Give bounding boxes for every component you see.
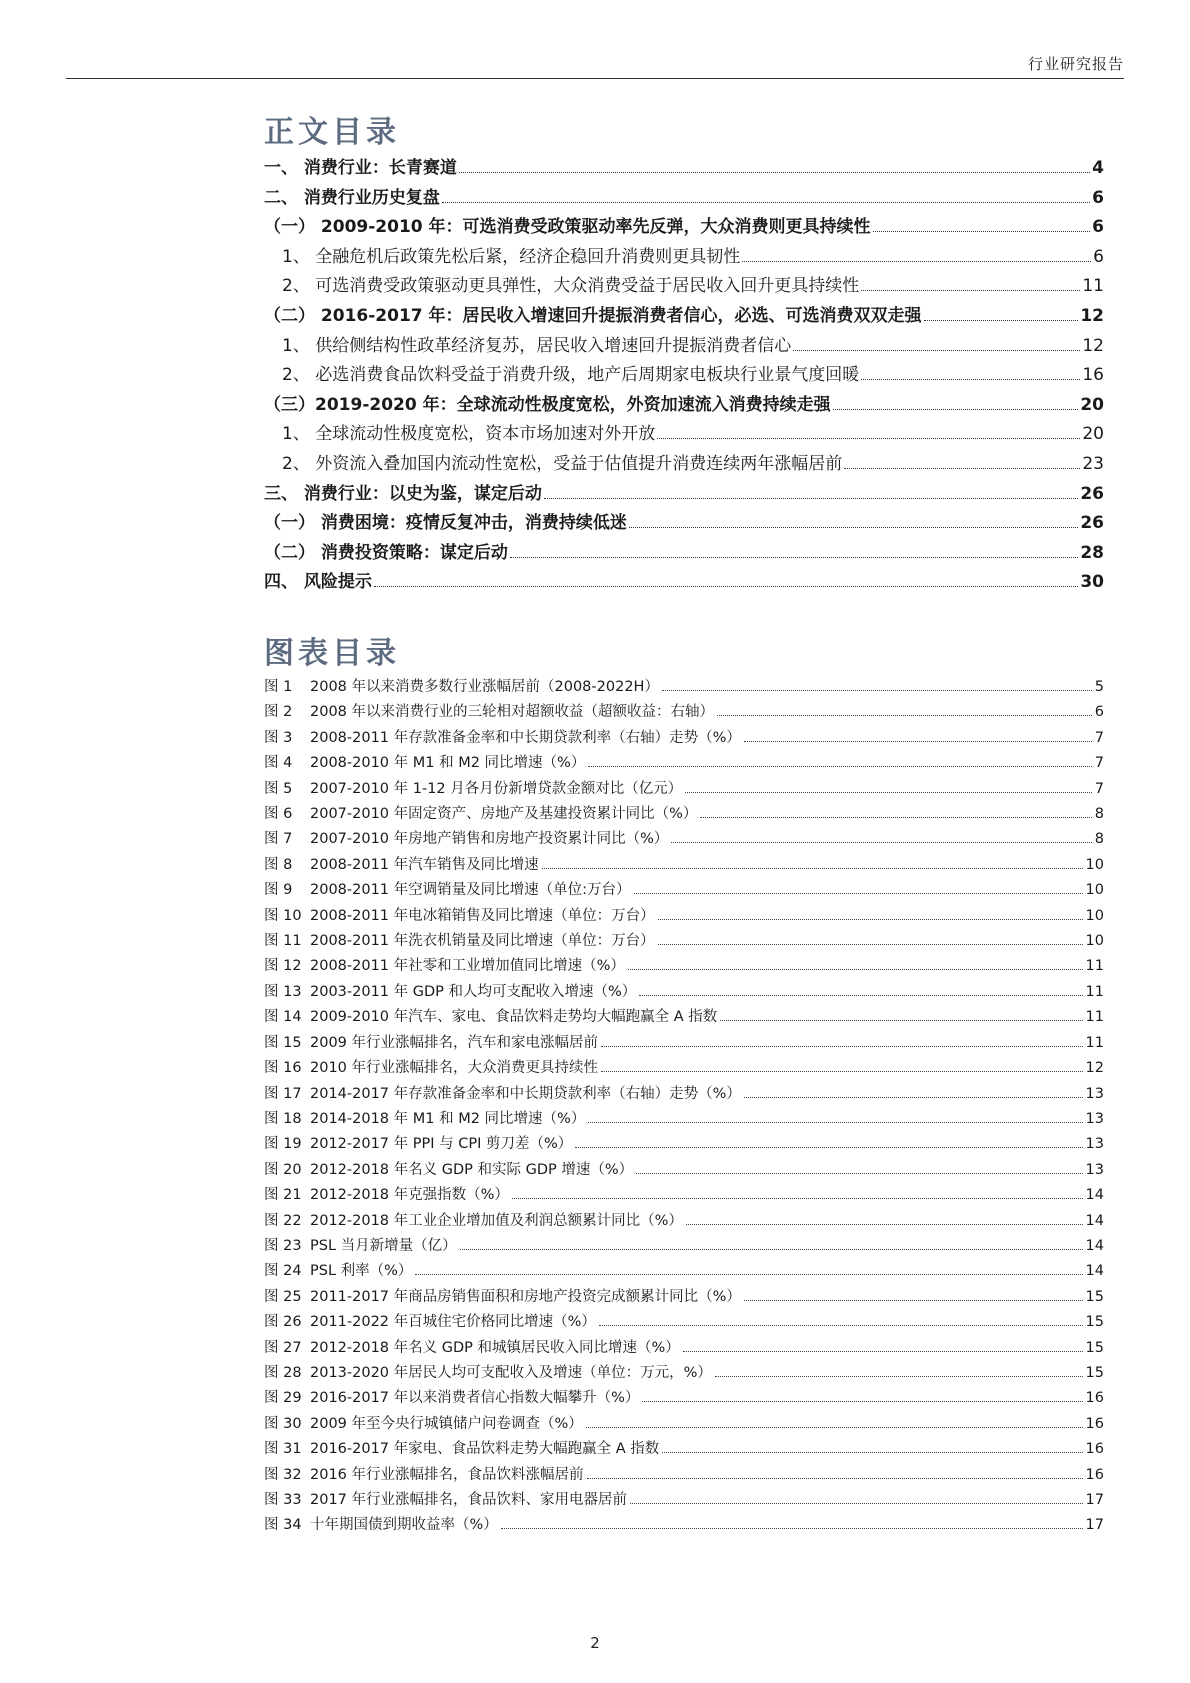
figure-entry-number: 图 29 bbox=[264, 1390, 302, 1407]
figure-entry[interactable] bbox=[264, 1513, 1104, 1538]
figure-entry-title: 2012-2018 年名义 GDP 和实际 GDP 增速（%） bbox=[310, 1161, 634, 1178]
figure-entry-page: 15 bbox=[1085, 1314, 1104, 1331]
dot-leader bbox=[587, 1478, 1083, 1479]
dot-leader bbox=[671, 842, 1091, 843]
toc-entry[interactable] bbox=[264, 302, 1104, 332]
toc-entry[interactable] bbox=[264, 243, 1104, 273]
figure-entry[interactable] bbox=[264, 726, 1104, 751]
figure-entry-page: 16 bbox=[1085, 1441, 1104, 1458]
toc-entry[interactable] bbox=[264, 450, 1104, 480]
dot-leader bbox=[700, 817, 1091, 818]
figure-entry-number: 图 32 bbox=[264, 1466, 302, 1483]
figure-entry-title: 2007-2010 年固定资产、房地产及基建投资累计同比（%） bbox=[310, 806, 698, 823]
figure-entry-page: 17 bbox=[1085, 1492, 1104, 1508]
figure-entry-number: 图 11 bbox=[264, 933, 302, 950]
figure-entry-number: 图 20 bbox=[264, 1161, 302, 1178]
header-divider bbox=[66, 78, 1124, 79]
toc-entry-label: （二） 消费投资策略：谋定后动 bbox=[264, 542, 508, 563]
figure-entry-title: 2008-2010 年 M1 和 M2 同比增速（%） bbox=[310, 755, 586, 772]
dot-leader bbox=[686, 1224, 1083, 1225]
toc-entry[interactable] bbox=[264, 420, 1104, 450]
dot-leader bbox=[658, 919, 1083, 920]
toc-entry-page: 20 bbox=[1080, 394, 1104, 415]
figure-entry-title: 2013-2020 年居民人均可支配收入及增速（单位：万元，%） bbox=[310, 1364, 712, 1381]
figure-entry[interactable] bbox=[264, 1082, 1104, 1107]
figure-entry-number: 图 3 bbox=[264, 729, 293, 746]
toc-entry-page: 12 bbox=[1082, 335, 1104, 356]
dot-leader bbox=[685, 792, 1091, 793]
toc-entry[interactable] bbox=[264, 568, 1104, 598]
figure-entry-title: 2008 年以来消费多数行业涨幅居前（2008-2022H） bbox=[310, 679, 659, 695]
toc-entry[interactable] bbox=[264, 539, 1104, 569]
figure-entry-number: 图 4 bbox=[264, 755, 293, 772]
figure-entry-page: 14 bbox=[1085, 1212, 1104, 1229]
figure-entry[interactable] bbox=[264, 675, 1104, 700]
figure-entry[interactable] bbox=[264, 1132, 1104, 1157]
toc-entry-page: 26 bbox=[1080, 513, 1104, 534]
toc-entry-label: 2、 可选消费受政策驱动更具弹性，大众消费受益于居民收入回升更具持续性 bbox=[282, 276, 860, 297]
figure-entry-page: 13 bbox=[1085, 1110, 1104, 1127]
figure-entry-title: 2007-2010 年 1-12 月各月份新增贷款金额对比（亿元） bbox=[310, 780, 683, 797]
figure-entry[interactable] bbox=[264, 1259, 1104, 1284]
figure-entry-title: 2009 年至今央行城镇储户问卷调查（%） bbox=[310, 1415, 583, 1432]
figure-entry[interactable] bbox=[264, 777, 1104, 802]
toc-entry[interactable] bbox=[264, 332, 1104, 362]
figure-entry-number: 图 5 bbox=[264, 780, 293, 797]
dot-leader bbox=[501, 1528, 1083, 1529]
dot-leader bbox=[628, 969, 1083, 970]
figure-entry-page: 5 bbox=[1094, 679, 1104, 695]
figure-entry[interactable] bbox=[264, 1285, 1104, 1310]
toc-entry-label: 四、 风险提示 bbox=[264, 572, 372, 593]
figure-entry-number: 图 2 bbox=[264, 704, 293, 721]
figure-entry-title: 2016-2017 年以来消费者信心指数大幅攀升（%） bbox=[310, 1390, 640, 1407]
figure-entry-page: 6 bbox=[1094, 704, 1104, 721]
toc-entry-page: 16 bbox=[1082, 365, 1104, 386]
dot-leader bbox=[544, 498, 1078, 499]
dot-leader bbox=[460, 1249, 1083, 1250]
figure-entry-title: 2008-2011 年电冰箱销售及同比增速（单位：万台） bbox=[310, 907, 655, 924]
figure-entry-page: 13 bbox=[1085, 1161, 1104, 1178]
figure-entry-number: 图 27 bbox=[264, 1339, 302, 1356]
toc-entry[interactable] bbox=[264, 361, 1104, 391]
dot-leader bbox=[510, 557, 1078, 558]
figure-entry-number: 图 6 bbox=[264, 806, 293, 823]
figure-entry-page: 10 bbox=[1085, 933, 1104, 950]
dot-leader bbox=[588, 1122, 1082, 1123]
figure-entry[interactable] bbox=[264, 1336, 1104, 1361]
dot-leader bbox=[599, 1325, 1083, 1326]
toc-entry-page: 20 bbox=[1082, 424, 1104, 445]
figure-entry-page: 16 bbox=[1085, 1390, 1104, 1407]
figure-entry-page: 14 bbox=[1085, 1187, 1104, 1204]
dot-leader bbox=[639, 995, 1082, 996]
toc-entry-page: 26 bbox=[1080, 483, 1104, 504]
figure-entry-title: 2009 年行业涨幅排名，汽车和家电涨幅居前 bbox=[310, 1034, 599, 1051]
dot-leader bbox=[833, 409, 1079, 410]
figure-entry-number: 图 24 bbox=[264, 1263, 302, 1280]
figure-entry-page: 16 bbox=[1085, 1466, 1104, 1483]
dot-leader bbox=[873, 231, 1091, 232]
toc-entry-page: 6 bbox=[1092, 217, 1104, 238]
figure-entry-page: 11 bbox=[1085, 1034, 1104, 1051]
figure-entry-number: 图 28 bbox=[264, 1364, 302, 1381]
figure-entry[interactable] bbox=[264, 1488, 1104, 1513]
dot-leader bbox=[744, 741, 1092, 742]
dot-leader bbox=[634, 893, 1083, 894]
dot-leader bbox=[844, 468, 1080, 469]
figure-entry[interactable] bbox=[264, 1386, 1104, 1411]
dot-leader bbox=[374, 586, 1078, 587]
figure-entry[interactable] bbox=[264, 853, 1104, 878]
figure-entry-title: 2008-2011 年社零和工业增加值同比增速（%） bbox=[310, 958, 625, 975]
toc-entry-label: 2、 必选消费食品饮料受益于消费升级，地产后周期家电板块行业景气度回暖 bbox=[282, 365, 860, 386]
dot-leader bbox=[924, 320, 1079, 321]
toc-entry-label: （二） 2016-2017 年：居民收入增速回升提振消费者信心，必选、可选消费双双走强 bbox=[264, 305, 922, 326]
figure-entry[interactable] bbox=[264, 1005, 1104, 1030]
dot-leader bbox=[861, 290, 1080, 291]
toc-entry[interactable] bbox=[264, 272, 1104, 302]
figure-entry-title: 2011-2022 年百城住宅价格同比增速（%） bbox=[310, 1314, 596, 1331]
figure-entry-page: 10 bbox=[1085, 907, 1104, 924]
toc-entry[interactable] bbox=[264, 154, 1104, 184]
figure-entry-number: 图 16 bbox=[264, 1060, 302, 1077]
figure-entry-number: 图 30 bbox=[264, 1415, 302, 1432]
figure-entry-title: 2009-2010 年汽车、家电、食品饮料走势均大幅跑赢全 A 指数 bbox=[310, 1009, 718, 1026]
figure-entry[interactable] bbox=[264, 954, 1104, 979]
figure-entry-page: 17 bbox=[1085, 1517, 1104, 1534]
toc-entry-page: 12 bbox=[1080, 305, 1104, 326]
dot-leader bbox=[512, 1198, 1083, 1199]
figure-list-section bbox=[264, 633, 1104, 1539]
figure-entry-number: 图 9 bbox=[264, 882, 293, 899]
figure-entry[interactable] bbox=[264, 1183, 1104, 1208]
figure-entry[interactable] bbox=[264, 802, 1104, 827]
figure-entry[interactable] bbox=[264, 700, 1104, 725]
toc-entry-label: 一、 消费行业：长青赛道 bbox=[264, 158, 457, 178]
figure-entry-title: 2008-2011 年汽车销售及同比增速 bbox=[310, 856, 539, 873]
figure-entry-number: 图 15 bbox=[264, 1034, 302, 1051]
figure-entry[interactable] bbox=[264, 1158, 1104, 1183]
dot-leader bbox=[720, 1020, 1082, 1021]
figure-entry-number: 图 12 bbox=[264, 958, 302, 975]
figure-entry-page: 10 bbox=[1085, 856, 1104, 873]
figure-entry-title: 2017 年行业涨幅排名，食品饮料、家用电器居前 bbox=[310, 1492, 628, 1508]
figure-entry[interactable] bbox=[264, 1361, 1104, 1386]
figure-entry[interactable] bbox=[264, 1463, 1104, 1488]
figure-entry-title: 2016 年行业涨幅排名，食品饮料涨幅居前 bbox=[310, 1466, 584, 1483]
figure-entry-page: 12 bbox=[1085, 1060, 1104, 1077]
figure-entry-title: 2011-2017 年商品房销售面积和房地产投资完成额累计同比（%） bbox=[310, 1288, 741, 1305]
dot-leader bbox=[715, 1376, 1083, 1377]
dot-leader bbox=[793, 350, 1080, 351]
figure-entry-title: 2008 年以来消费行业的三轮相对超额收益（超额收益：右轴） bbox=[310, 704, 715, 721]
dot-leader bbox=[861, 379, 1080, 380]
figure-entry-page: 10 bbox=[1085, 882, 1104, 899]
dot-leader bbox=[658, 944, 1083, 945]
dot-leader bbox=[717, 715, 1092, 716]
figure-entry-title: 2007-2010 年房地产销售和房地产投资累计同比（%） bbox=[310, 831, 669, 848]
dot-leader bbox=[630, 1503, 1083, 1504]
figure-entry[interactable] bbox=[264, 904, 1104, 929]
figure-entry-title: 2014-2017 年存款准备金率和中长期贷款利率（右轴）走势（%） bbox=[310, 1085, 741, 1102]
figure-entry-number: 图 19 bbox=[264, 1136, 302, 1153]
figure-entry-title: 2010 年行业涨幅排名，大众消费更具持续性 bbox=[310, 1060, 599, 1077]
dot-leader bbox=[588, 766, 1091, 767]
figure-entry-number: 图 10 bbox=[264, 907, 302, 924]
dot-leader bbox=[629, 527, 1078, 528]
dot-leader bbox=[636, 1173, 1082, 1174]
toc-list bbox=[264, 154, 1104, 598]
page-number: 2 bbox=[590, 1634, 600, 1652]
figure-entry-number: 图 1 bbox=[264, 679, 293, 695]
dot-leader bbox=[683, 1351, 1083, 1352]
dot-leader bbox=[642, 1401, 1082, 1402]
figure-entry-title: PSL 当月新增量（亿） bbox=[310, 1237, 457, 1254]
toc-entry-page: 6 bbox=[1092, 187, 1104, 208]
toc-entry[interactable] bbox=[264, 509, 1104, 539]
figure-entry-page: 11 bbox=[1085, 983, 1104, 1000]
figure-entry-page: 16 bbox=[1085, 1415, 1104, 1432]
figure-entry[interactable] bbox=[264, 1209, 1104, 1234]
toc-entry[interactable] bbox=[264, 391, 1104, 421]
toc-entry-page: 28 bbox=[1080, 542, 1104, 563]
toc-entry-label: （一） 2009-2010 年：可选消费受政策驱动率先反弹，大众消费则更具持续性 bbox=[264, 217, 871, 238]
figure-entry[interactable] bbox=[264, 751, 1104, 776]
toc-entry-page: 11 bbox=[1082, 276, 1104, 297]
figure-entry-number: 图 18 bbox=[264, 1110, 302, 1127]
toc-entry[interactable] bbox=[264, 213, 1104, 243]
figure-entry-number: 图 17 bbox=[264, 1085, 302, 1102]
figure-entry-title: 2008-2011 年洗衣机销量及同比增速（单位：万台） bbox=[310, 933, 655, 950]
figure-entry[interactable] bbox=[264, 980, 1104, 1005]
figure-entry-number: 图 33 bbox=[264, 1492, 302, 1508]
figure-entry-page: 13 bbox=[1085, 1136, 1104, 1153]
figure-list bbox=[264, 675, 1104, 1539]
figure-entry-page: 14 bbox=[1085, 1237, 1104, 1254]
toc-entry-label: 1、 供给侧结构性政革经济复苏，居民收入增速回升提振消费者信心 bbox=[282, 335, 792, 356]
toc-entry-label: 1、 全球流动性极度宽松，资本市场加速对外开放 bbox=[282, 424, 656, 445]
dot-leader bbox=[742, 261, 1091, 262]
figure-entry-title: PSL 利率（%） bbox=[310, 1263, 413, 1280]
figure-entry-title: 2012-2018 年克强指数（%） bbox=[310, 1187, 509, 1204]
dot-leader bbox=[601, 1071, 1083, 1072]
figure-entry-page: 15 bbox=[1085, 1339, 1104, 1356]
dot-leader bbox=[442, 202, 1090, 203]
figure-list-title: 图表目录 bbox=[264, 636, 400, 671]
figure-entry[interactable] bbox=[264, 1412, 1104, 1437]
toc-entry[interactable] bbox=[264, 184, 1104, 214]
toc-entry-page: 30 bbox=[1080, 572, 1104, 593]
toc-entry-label: （一） 消费困境：疫情反复冲击，消费持续低迷 bbox=[264, 513, 627, 534]
figure-entry[interactable] bbox=[264, 1437, 1104, 1462]
toc-entry-page: 6 bbox=[1093, 246, 1104, 267]
figure-entry-title: 2012-2017 年 PPI 与 CPI 剪刀差（%） bbox=[310, 1136, 573, 1153]
dot-leader bbox=[744, 1097, 1083, 1098]
figure-entry-number: 图 14 bbox=[264, 1009, 302, 1026]
figure-entry[interactable] bbox=[264, 1031, 1104, 1056]
toc-section bbox=[264, 112, 1104, 598]
dot-leader bbox=[415, 1274, 1082, 1275]
toc-entry-label: 2、 外资流入叠加国内流动性宽松，受益于估值提升消费连续两年涨幅居前 bbox=[282, 453, 843, 474]
figure-entry-page: 7 bbox=[1094, 755, 1104, 772]
figure-entry-number: 图 26 bbox=[264, 1314, 302, 1331]
figure-entry[interactable] bbox=[264, 1056, 1104, 1081]
figure-entry-number: 图 23 bbox=[264, 1237, 302, 1254]
figure-entry-number: 图 8 bbox=[264, 856, 293, 873]
figure-entry[interactable] bbox=[264, 1107, 1104, 1132]
toc-title: 正文目录 bbox=[264, 115, 400, 150]
figure-entry-title: 十年期国债到期收益率（%） bbox=[310, 1517, 498, 1534]
figure-entry-page: 8 bbox=[1094, 806, 1104, 823]
figure-entry-page: 13 bbox=[1085, 1085, 1104, 1102]
toc-entry-label: （三）2019-2020 年：全球流动性极度宽松，外资加速流入消费持续走强 bbox=[264, 394, 831, 415]
dot-leader bbox=[575, 1147, 1082, 1148]
dot-leader bbox=[662, 1452, 1082, 1453]
figure-entry-title: 2008-2011 年存款准备金率和中长期贷款利率（右轴）走势（%） bbox=[310, 729, 741, 746]
figure-entry-page: 7 bbox=[1094, 780, 1104, 797]
figure-entry[interactable] bbox=[264, 1234, 1104, 1259]
toc-entry-label: 三、 消费行业：以史为鉴，谋定后动 bbox=[264, 483, 542, 504]
dot-leader bbox=[662, 690, 1092, 691]
dot-leader bbox=[542, 868, 1083, 869]
figure-entry-title: 2003-2011 年 GDP 和人均可支配收入增速（%） bbox=[310, 983, 637, 1000]
figure-entry-title: 2012-2018 年工业企业增加值及利润总额累计同比（%） bbox=[310, 1212, 683, 1229]
figure-entry-title: 2008-2011 年空调销量及同比增速（单位:万台） bbox=[310, 882, 631, 899]
dot-leader bbox=[744, 1300, 1083, 1301]
figure-entry-page: 11 bbox=[1085, 1009, 1104, 1026]
figure-entry-number: 图 25 bbox=[264, 1288, 302, 1305]
figure-entry-title: 2016-2017 年家电、食品饮料走势大幅跑赢全 A 指数 bbox=[310, 1441, 660, 1458]
dot-leader bbox=[459, 172, 1090, 173]
figure-entry-number: 图 7 bbox=[264, 831, 293, 848]
figure-entry-number: 图 13 bbox=[264, 983, 302, 1000]
figure-entry-number: 图 21 bbox=[264, 1187, 302, 1204]
figure-entry-page: 11 bbox=[1085, 958, 1104, 975]
toc-entry-page: 4 bbox=[1092, 158, 1104, 178]
dot-leader bbox=[657, 438, 1080, 439]
dot-leader bbox=[586, 1427, 1083, 1428]
dot-leader bbox=[601, 1046, 1083, 1047]
toc-entry[interactable] bbox=[264, 480, 1104, 510]
figure-entry-number: 图 22 bbox=[264, 1212, 302, 1229]
figure-entry-number: 图 31 bbox=[264, 1441, 302, 1458]
figure-entry-page: 15 bbox=[1085, 1288, 1104, 1305]
figure-entry[interactable] bbox=[264, 827, 1104, 852]
figure-entry-number: 图 34 bbox=[264, 1517, 302, 1534]
figure-entry-page: 15 bbox=[1085, 1364, 1104, 1381]
figure-entry[interactable] bbox=[264, 929, 1104, 954]
figure-entry-title: 2012-2018 年名义 GDP 和城镇居民收入同比增速（%） bbox=[310, 1339, 680, 1356]
figure-entry[interactable] bbox=[264, 878, 1104, 903]
toc-entry-label: 1、 全融危机后政策先松后紧，经济企稳回升消费则更具韧性 bbox=[282, 246, 741, 267]
report-type-header: 行业研究报告 bbox=[1027, 55, 1124, 73]
figure-entry-page: 7 bbox=[1094, 729, 1104, 746]
figure-entry-title: 2014-2018 年 M1 和 M2 同比增速（%） bbox=[310, 1110, 586, 1127]
figure-entry-page: 14 bbox=[1085, 1263, 1104, 1280]
toc-entry-label: 二、 消费行业历史复盘 bbox=[264, 187, 440, 208]
figure-entry[interactable] bbox=[264, 1310, 1104, 1335]
figure-entry-page: 8 bbox=[1094, 831, 1104, 848]
toc-entry-page: 23 bbox=[1082, 453, 1104, 474]
